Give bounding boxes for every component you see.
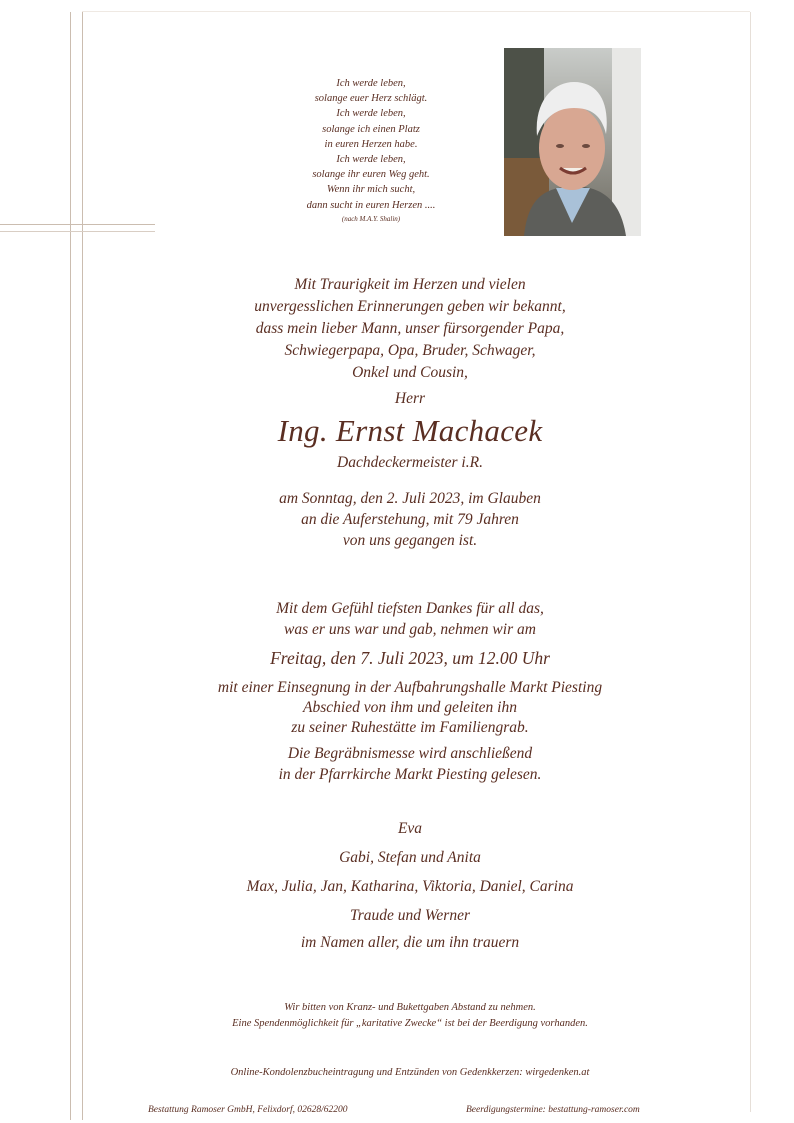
funeral-date: Freitag, den 7. Juli 2023, um 12.00 Uhr xyxy=(270,648,550,668)
thanks-text xyxy=(210,598,610,640)
intro-line: unvergesslichen Erinnerungen geben wir bekannt, xyxy=(254,298,566,315)
cross-vertical-line xyxy=(82,12,83,1120)
portrait-illustration xyxy=(504,48,641,236)
mourners-line: im Namen aller, die um ihn trauern xyxy=(300,934,520,951)
notice-line: Wir bitten von Kranz- und Bukettgaben Abstand zu nehmen. xyxy=(284,1002,536,1013)
poem-line: solange euer Herz schlägt. xyxy=(314,93,428,105)
intro-line: Onkel und Cousin, xyxy=(352,364,468,381)
family-list xyxy=(160,814,660,930)
family-member: Traude und Werner xyxy=(350,907,470,924)
deceased-name: Ing. Ernst Machacek xyxy=(277,413,543,448)
deceased-title: Dachdeckermeister i.R. xyxy=(337,454,483,471)
poem-line: Ich werde leben, xyxy=(336,108,406,120)
footer-undertaker: Bestattung Ramoser GmbH, Felixdorf, 02628/62200 xyxy=(148,1105,348,1115)
poem-line: Ich werde leben, xyxy=(336,154,406,166)
portrait-photo xyxy=(504,48,641,236)
intro-line: dass mein lieber Mann, unser fürsorgender Papa, xyxy=(255,320,565,337)
family-member: Gabi, Stefan und Anita xyxy=(339,849,481,866)
page-right-edge xyxy=(750,12,751,1112)
death-line: am Sonntag, den 2. Juli 2023, im Glauben xyxy=(279,490,541,507)
family-member: Eva xyxy=(397,820,423,837)
poem-line: in euren Herzen habe. xyxy=(324,138,418,150)
ceremony-text xyxy=(160,678,660,738)
cross-horizontal-line xyxy=(0,224,155,225)
notice-line: Eine Spendenmöglichkeit für „karitative Zwecke“ ist bei der Beerdigung vorhanden. xyxy=(232,1018,588,1029)
thanks-line: was er uns war und gab, nehmen wir am xyxy=(284,621,536,638)
cross-vertical-line xyxy=(70,12,71,1120)
death-line: von uns gegangen ist. xyxy=(342,532,478,549)
page-top-edge xyxy=(82,11,750,12)
poem-line: dann sucht in euren Herzen .... xyxy=(306,199,436,211)
announcement-intro xyxy=(210,274,610,384)
ceremony-line: Abschied von ihm und geleiten ihn xyxy=(303,699,517,716)
poem-line: solange ich einen Platz xyxy=(322,123,420,135)
ceremony-line: mit einer Einsegnung in der Aufbahrungshalle Markt Piesting xyxy=(217,679,603,696)
poem-line: solange ihr euren Weg geht. xyxy=(312,169,430,181)
intro-line: Mit Traurigkeit im Herzen und vielen xyxy=(294,276,526,293)
intro-line: Schwiegerpapa, Opa, Bruder, Schwager, xyxy=(284,342,536,359)
mass-text xyxy=(210,744,610,785)
poem-line: Ich werde leben, xyxy=(336,78,406,89)
footer-website: Beerdigungstermine: bestattung-ramoser.com xyxy=(466,1105,640,1115)
poem-source: (nach M.A.Y. Shalin) xyxy=(341,214,401,223)
mass-line: in der Pfarrkirche Markt Piesting gelesen. xyxy=(278,765,542,783)
family-member: Max, Julia, Jan, Katharina, Viktoria, Daniel, Carina xyxy=(246,878,574,895)
donation-notice xyxy=(150,1000,670,1032)
cross-horizontal-line xyxy=(0,231,155,232)
thanks-line: Mit dem Gefühl tiefsten Dankes für all das, xyxy=(276,600,544,617)
mass-line: Die Begräbnismesse wird anschließend xyxy=(287,745,533,762)
death-line: an die Auferstehung, mit 79 Jahren xyxy=(301,511,519,528)
online-condolence: Online-Kondolenzbucheintragung und Entzünden von Gedenkkerzen: wirgedenken.at xyxy=(230,1067,590,1078)
ceremony-line: zu seiner Ruhestätte im Familiengrab. xyxy=(291,719,529,736)
poem xyxy=(276,76,466,225)
death-notice xyxy=(210,488,610,551)
poem-line: Wenn ihr mich sucht, xyxy=(326,184,416,196)
salutation: Herr xyxy=(394,390,426,407)
